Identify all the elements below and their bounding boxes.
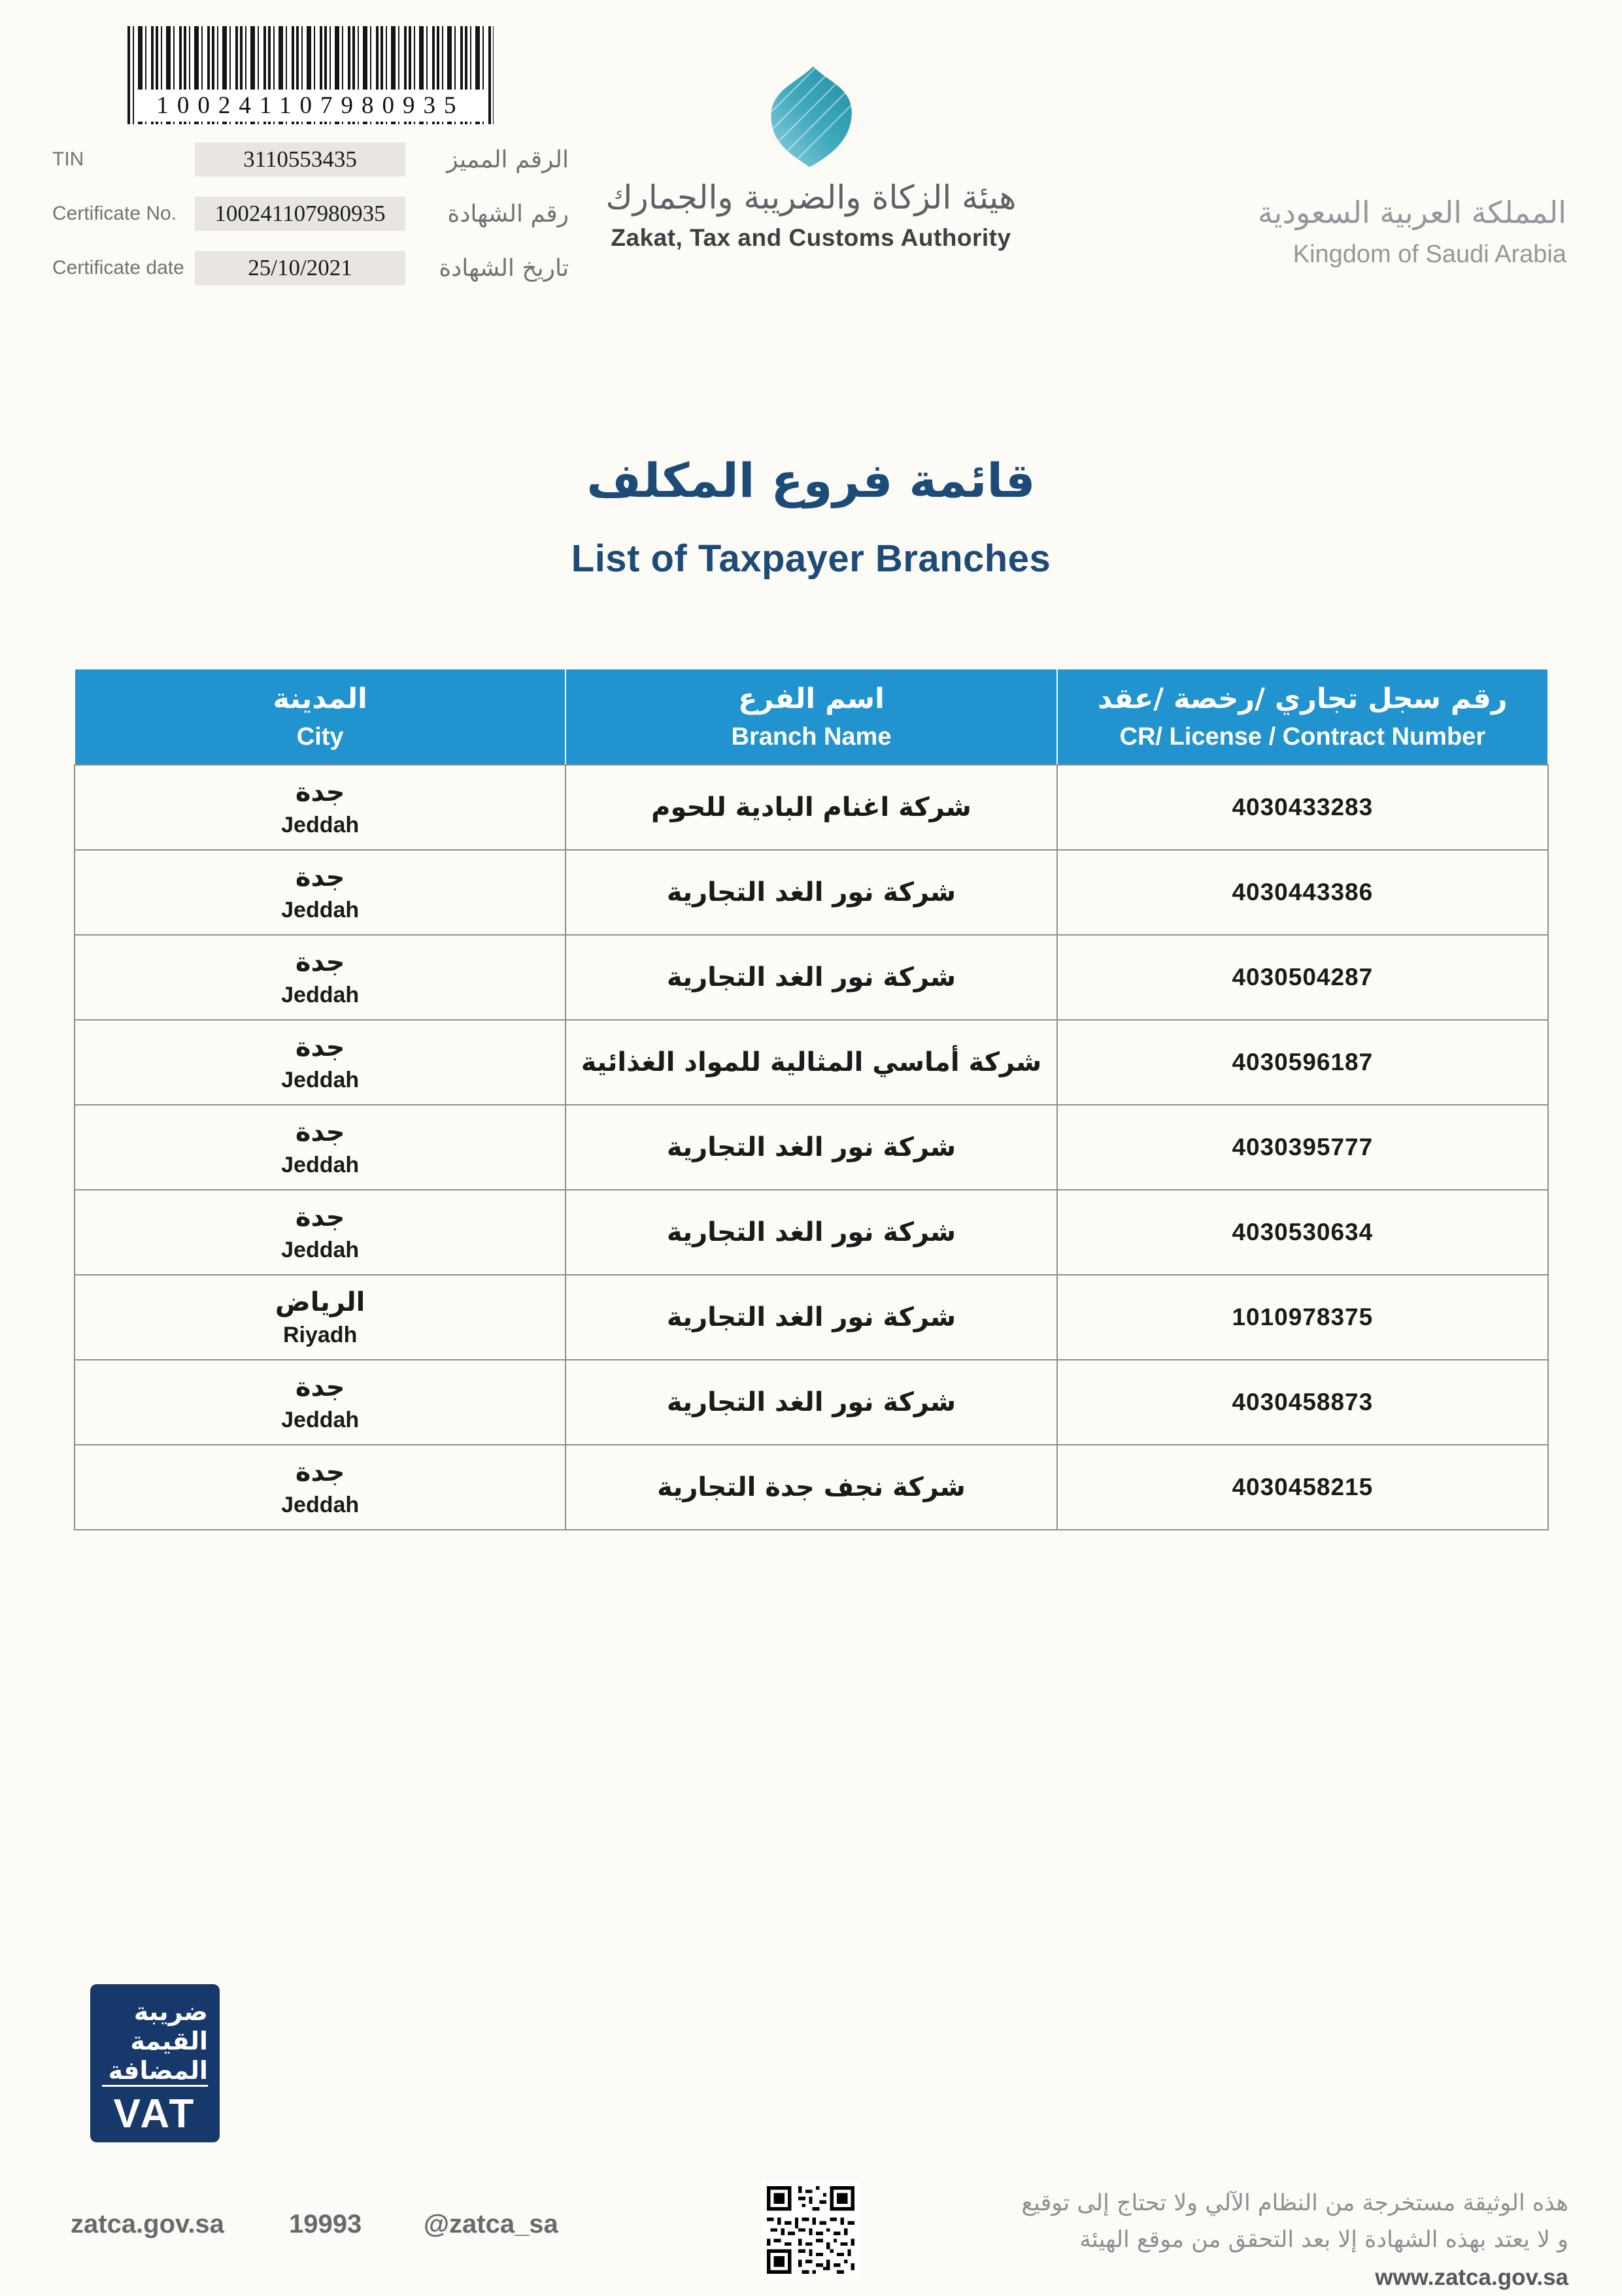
table-row xyxy=(75,935,1548,1020)
cr-number: 4030530634 xyxy=(1232,1219,1374,1245)
column-header-city-english: City xyxy=(296,723,344,751)
column-header-cr-english: CR/ License / Contract Number xyxy=(1119,723,1486,751)
barcode xyxy=(127,26,494,124)
city-arabic: جدة xyxy=(295,1117,345,1147)
city-english: Jeddah xyxy=(281,1152,360,1177)
table-row xyxy=(75,1105,1548,1190)
branch-name-arabic: شركة نور الغد التجارية xyxy=(666,1217,956,1247)
cr-number-cell xyxy=(1057,1020,1548,1105)
kingdom-block xyxy=(1258,195,1566,269)
identity-fields xyxy=(52,143,569,305)
tin-row xyxy=(52,143,569,177)
table-row xyxy=(75,1360,1548,1445)
city-english: Jeddah xyxy=(281,982,360,1007)
footer-website: zatca.gov.sa xyxy=(71,2210,224,2238)
table-row xyxy=(75,1190,1548,1275)
city-cell xyxy=(75,1105,566,1190)
cr-number: 4030458215 xyxy=(1232,1474,1374,1500)
footer-call-center: 19993 xyxy=(289,2210,362,2238)
branch-name-arabic: شركة نور الغد التجارية xyxy=(666,877,956,907)
city-cell xyxy=(75,935,566,1020)
branch-name-arabic: شركة نور الغد التجارية xyxy=(666,1387,956,1417)
authority-name-arabic: هيئة الزكاة والضريبة والجمارك xyxy=(605,178,1017,216)
branch-cell xyxy=(566,1105,1056,1190)
cr-number-cell xyxy=(1057,1445,1548,1530)
cr-number-cell xyxy=(1057,1190,1548,1275)
table-row xyxy=(75,765,1548,850)
branch-cell xyxy=(566,935,1056,1020)
tin-value: 3110553435 xyxy=(195,143,405,177)
cr-number-cell xyxy=(1057,1105,1548,1190)
column-header-city xyxy=(75,669,566,765)
branch-name-arabic: شركة نور الغد التجارية xyxy=(666,1132,956,1162)
cr-number: 4030443386 xyxy=(1232,879,1374,905)
city-arabic: جدة xyxy=(295,777,345,807)
tin-label-arabic: الرقم المميز xyxy=(447,146,569,173)
authority-logo xyxy=(517,63,1106,252)
city-cell xyxy=(75,850,566,935)
cr-number-cell xyxy=(1057,1360,1548,1445)
city-english: Jeddah xyxy=(281,1237,360,1262)
authority-name-english: Zakat, Tax and Customs Authority xyxy=(611,224,1011,251)
kingdom-name-english: Kingdom of Saudi Arabia xyxy=(1293,241,1566,268)
branch-cell xyxy=(566,1275,1056,1360)
cr-number-cell xyxy=(1057,765,1548,850)
cr-number: 1010978375 xyxy=(1232,1304,1374,1330)
city-cell xyxy=(75,1020,566,1105)
kingdom-name-arabic: المملكة العربية السعودية xyxy=(1258,195,1566,230)
certificate-date-label: Certificate date xyxy=(52,257,184,279)
cr-number: 4030458873 xyxy=(1232,1389,1374,1415)
city-english: Jeddah xyxy=(281,812,360,837)
city-cell xyxy=(75,1190,566,1275)
table-body xyxy=(75,765,1548,1530)
table-row xyxy=(75,850,1548,935)
branch-name-arabic: شركة نجف جدة التجارية xyxy=(657,1472,966,1502)
city-english: Jeddah xyxy=(281,1492,360,1517)
footer-twitter-handle: @zatca_sa xyxy=(424,2210,558,2238)
table-row xyxy=(75,1275,1548,1360)
certificate-date-row xyxy=(52,251,569,285)
certificate-no-label-arabic: رقم الشهادة xyxy=(447,200,569,228)
city-cell xyxy=(75,1445,566,1530)
cr-number-cell xyxy=(1057,1275,1548,1360)
vat-word-2: القيمة xyxy=(130,2026,208,2055)
branch-cell xyxy=(566,1020,1056,1105)
column-header-city-arabic: المدينة xyxy=(273,683,367,715)
table-header xyxy=(75,669,1548,765)
city-arabic: جدة xyxy=(295,1032,345,1062)
tin-label: TIN xyxy=(52,148,84,170)
column-header-cr-arabic: رقم سجل تجاري /رخصة /عقد xyxy=(1098,683,1508,715)
column-header-cr-number xyxy=(1057,669,1548,765)
footer-note-line-1: هذه الوثيقة مستخرجة من النظام الآلي ولا تحتاج إلى توقيع xyxy=(1021,2190,1568,2216)
city-cell xyxy=(75,765,566,850)
city-english: Jeddah xyxy=(281,897,360,922)
city-arabic: جدة xyxy=(295,1202,345,1232)
branch-cell xyxy=(566,1445,1056,1530)
branch-name-arabic: شركة نور الغد التجارية xyxy=(666,962,956,992)
cr-number: 4030596187 xyxy=(1232,1049,1374,1075)
cr-number-cell xyxy=(1057,850,1548,935)
branch-cell xyxy=(566,765,1056,850)
city-cell xyxy=(75,1275,566,1360)
footer-note xyxy=(1021,2185,1568,2296)
city-english: Riyadh xyxy=(282,1322,358,1347)
qr-code-icon xyxy=(762,2181,860,2279)
cr-number: 4030433283 xyxy=(1232,794,1374,820)
cr-number: 4030395777 xyxy=(1232,1134,1374,1160)
certificate-no-label: Certificate No. xyxy=(52,203,177,224)
city-arabic: جدة xyxy=(295,1457,345,1487)
branch-cell xyxy=(566,1360,1056,1445)
column-header-branch-arabic: اسم الفرع xyxy=(738,683,885,715)
certificate-date-value: 25/10/2021 xyxy=(195,251,405,285)
document-title-arabic: قائمة فروع المكلف xyxy=(586,453,1036,508)
footer-note-line-2: و لا يعتد بهذه الشهادة إلا بعد التحقق من موقع الهيئة xyxy=(1079,2227,1568,2253)
column-header-branch-name xyxy=(566,669,1056,765)
table-row xyxy=(75,1020,1548,1105)
certificate-date-label-arabic: تاريخ الشهادة xyxy=(439,254,569,282)
footer-verify-url: www.zatca.gov.sa xyxy=(1375,2265,1568,2290)
city-english: Jeddah xyxy=(281,1067,360,1092)
certificate-no-value: 100241107980935 xyxy=(195,197,405,231)
branch-name-arabic: شركة أماسي المثالية للمواد الغذائية xyxy=(581,1047,1042,1077)
vat-word-3: المضافة xyxy=(108,2055,208,2085)
vat-word-1: ضريبة xyxy=(133,1997,208,2026)
city-arabic: جدة xyxy=(295,862,345,892)
document-title-english: List of Taxpayer Branches xyxy=(571,537,1051,580)
branch-name-arabic: شركة نور الغد التجارية xyxy=(666,1302,956,1332)
zatca-logo-icon xyxy=(756,63,866,173)
document-title xyxy=(0,453,1622,581)
certificate-no-row xyxy=(52,197,569,231)
city-cell xyxy=(75,1360,566,1445)
city-english: Jeddah xyxy=(281,1407,360,1432)
table-row xyxy=(75,1445,1548,1530)
cr-number: 4030504287 xyxy=(1232,964,1374,990)
branch-cell xyxy=(566,850,1056,935)
cr-number-cell xyxy=(1057,935,1548,1020)
vat-wordmark: VAT xyxy=(102,2085,208,2137)
city-arabic: جدة xyxy=(295,947,345,977)
city-arabic: جدة xyxy=(295,1372,345,1402)
vat-logo xyxy=(90,1984,220,2142)
column-header-branch-english: Branch Name xyxy=(731,723,892,751)
branches-table xyxy=(74,668,1549,1530)
branch-cell xyxy=(566,1190,1056,1275)
branch-name-arabic: شركة اغنام البادية للحوم xyxy=(651,792,972,822)
city-arabic: الرياض xyxy=(275,1287,365,1317)
barcode-number: 100241107980935 xyxy=(137,90,484,122)
